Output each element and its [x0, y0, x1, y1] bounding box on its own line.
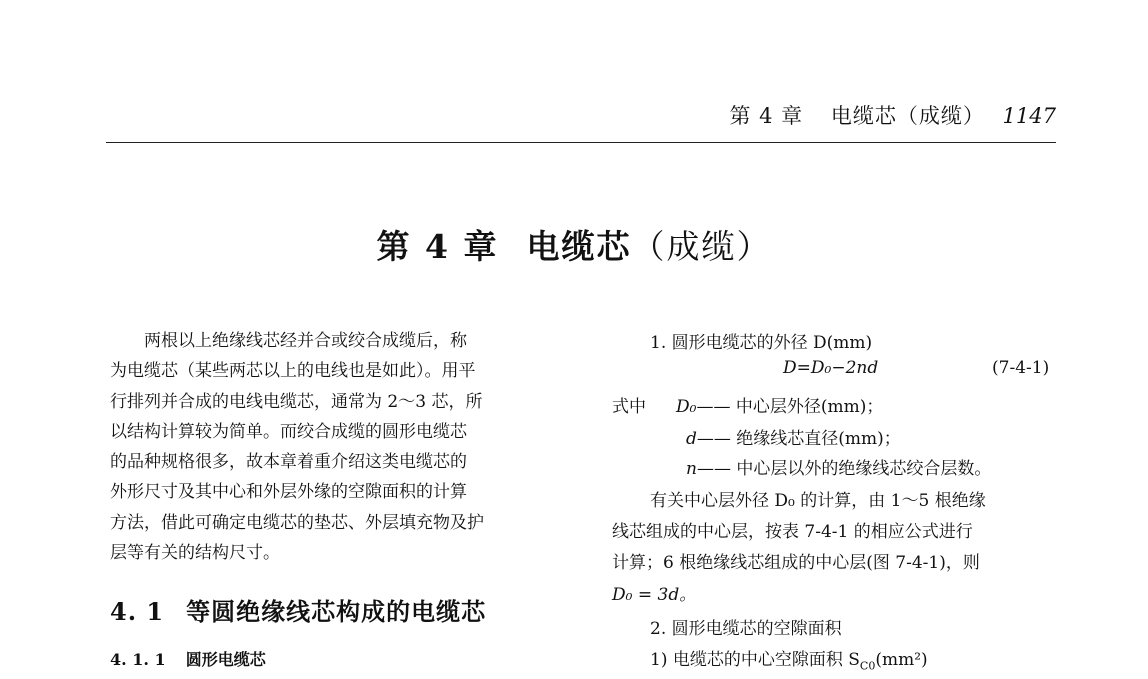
item2-sub-text: 1) 电缆芯的中心空隙面积 S: [650, 650, 860, 670]
running-header-title: 电缆芯（成缆）: [830, 104, 985, 128]
section-heading: [110, 592, 486, 627]
definition-row: [676, 392, 883, 417]
left-line: 外形尺寸及其中心和外层外缘的空隙面积的计算: [110, 482, 467, 503]
formula-number: (7-4-1): [992, 358, 1050, 378]
def-symbol: D₀: [676, 397, 697, 417]
item2-sub-unit: (mm²): [875, 650, 928, 670]
subsection-title: 圆形电缆芯: [185, 650, 266, 669]
definition-row: [686, 424, 901, 449]
def-text: —— 中心层外径(mm)；: [696, 397, 884, 417]
left-line: 行排列并合成的电线电缆芯，通常为 2～3 芯，所: [110, 391, 483, 412]
left-line: 两根以上绝缘线芯经并合或绞合成缆后，称: [144, 331, 467, 351]
subsection-heading: [110, 647, 266, 670]
para-line: 线芯组成的中心层，按表 7-4-1 的相应公式进行: [612, 522, 973, 542]
left-line: 为电缆芯（某些两芯以上的电线也是如此）。用平: [110, 361, 476, 382]
def-symbol: n: [686, 459, 697, 479]
item2-heading: 2. 圆形电缆芯的空隙面积: [650, 619, 842, 639]
definition-row: [686, 454, 991, 479]
def-text: —— 绝缘线芯直径(mm)；: [696, 429, 901, 449]
formula: D=D₀−2nd: [783, 358, 879, 378]
para-line: 计算；6 根绝缘线芯组成的中心层(图 7-4-1)，则: [612, 553, 980, 573]
subsection-number: 4. 1. 1: [110, 650, 166, 669]
chapter-name: 电缆芯: [526, 227, 632, 266]
chapter-paren: （成缆）: [631, 227, 772, 266]
item2-subheading: [650, 645, 928, 672]
where-label: 式中: [612, 397, 646, 417]
chapter-number: 第 4 章: [376, 227, 499, 266]
left-line: 的品种规格很多，故本章着重介绍这类电缆芯的: [110, 452, 467, 473]
left-line: 方法，借此可确定电缆芯的垫芯、外层填充物及护: [110, 512, 484, 533]
item1-heading: 1. 圆形电缆芯的外径 D(mm): [650, 333, 873, 353]
def-text: —— 中心层以外的绝缘线芯绞合层数。: [696, 459, 992, 479]
running-header: [729, 100, 1056, 130]
left-line: 以结构计算较为简单。而绞合成缆的圆形电缆芯: [110, 421, 467, 442]
para-line: 有关中心层外径 D₀ 的计算，由 1～5 根绝缘: [650, 491, 986, 511]
def-symbol: d: [686, 429, 697, 449]
section-number: 4. 1: [110, 597, 165, 626]
para-line: D₀ = 3d。: [612, 585, 697, 605]
page-number: 1147: [1002, 104, 1056, 128]
item2-sub-symbol: C0: [859, 659, 876, 673]
header-rule: [106, 142, 1056, 143]
left-column: [110, 326, 575, 568]
left-line: 层等有关的结构尺寸。: [110, 543, 280, 564]
chapter-title: [0, 221, 1148, 268]
section-title: 等圆绝缘线芯构成的电缆芯: [186, 597, 487, 626]
running-header-chapter: 第 4 章: [729, 104, 804, 128]
